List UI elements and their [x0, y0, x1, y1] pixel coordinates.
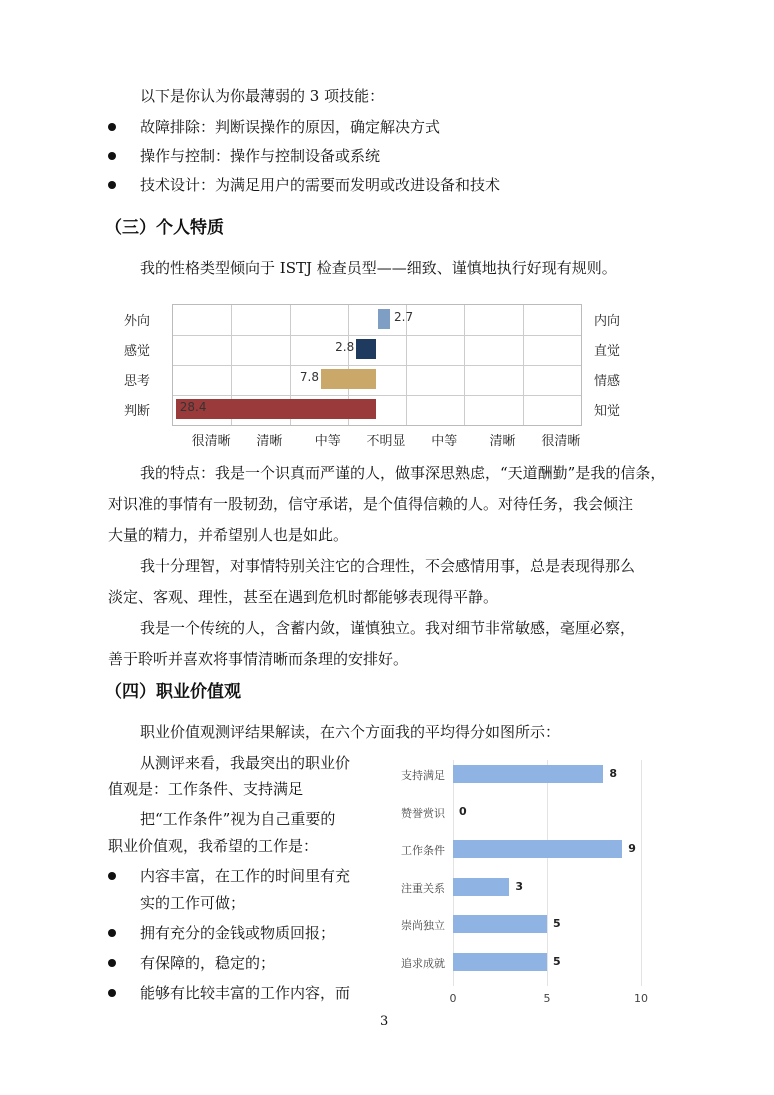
skill-item: 操作与控制：操作与控制设备或系统: [140, 147, 381, 165]
mbti-bar: [378, 309, 390, 329]
bullet-icon: [108, 929, 116, 937]
value-label: 3: [515, 879, 524, 893]
paragraph-line: 淡定、客观、理性，甚至在遇到危机时都能够表现得平静。: [108, 588, 499, 606]
grid-line: [173, 395, 581, 396]
values-text-line: 从测评来看，我最突出的职业价: [140, 754, 351, 772]
paragraph-line: 对识准的事情有一股韧劲，信守承诺，是个值得信赖的人。对待任务，我会倾注: [108, 495, 634, 513]
values-text-line: 值观是：工作条件、支持满足: [108, 780, 304, 798]
mbti-axis-label: 清晰: [489, 434, 516, 449]
mbti-axis-label: 很清晰: [541, 434, 581, 449]
value-label: 5: [553, 917, 561, 930]
mbti-value-label: 2.8: [335, 340, 355, 354]
mbti-bar: [356, 339, 376, 359]
category-label: 工作条件: [401, 844, 445, 857]
values-text-line: 把“工作条件”视为自己重要的: [140, 810, 336, 828]
dimension-left-label: 思考: [124, 374, 151, 389]
dimension-left-label: 感觉: [124, 344, 151, 359]
grid-line: [173, 335, 581, 336]
personality-type: 我的性格类型倾向于 ISTJ 检查员型——细致、谨慎地执行好现有规则。: [140, 259, 617, 277]
value-bar: [453, 840, 622, 858]
x-tick-label: 0: [449, 992, 457, 1005]
value-label: 5: [553, 954, 561, 968]
values-chart: [380, 760, 670, 1010]
paragraph-line: 我十分理智，对事情特别关注它的合理性，不会感情用事，总是表现得那么: [140, 557, 636, 575]
grid-line: [547, 760, 548, 986]
grid-line: [641, 760, 642, 986]
dimension-left-label: 判断: [124, 404, 151, 419]
bullet-text: 内容丰富，在工作的时间里有充: [140, 867, 351, 885]
page-number: 3: [380, 1014, 389, 1029]
category-label: 追求成就: [401, 956, 445, 970]
mbti-axis-label: 中等: [314, 434, 341, 449]
paragraph-line: 我的特点：我是一个识真而严谨的人，做事深思熟虑，“天道酬勤”是我的信条，: [140, 464, 666, 482]
section-heading: （四）职业价值观: [105, 682, 241, 702]
mbti-axis-label: 清晰: [256, 434, 283, 449]
dimension-left-label: 外向: [124, 314, 151, 329]
category-label: 赞誉赏识: [401, 806, 445, 820]
dimension-right-label: 内向: [594, 314, 621, 329]
dimension-right-label: 知觉: [594, 404, 621, 419]
mbti-value-label: 2.7: [394, 310, 414, 324]
values-text-line: 职业价值观，我希望的工作是：: [108, 837, 319, 855]
value-bar: [453, 878, 509, 896]
mbti-axis-label: 中等: [431, 434, 458, 449]
section-heading: （三）个人特质: [105, 218, 224, 238]
skills-intro: 以下是你认为你最薄弱的 3 项技能：: [140, 87, 385, 105]
paragraph-line: 我是一个传统的人，含蓄内敛，谨慎独立。我对细节非常敏感，毫厘必察，: [140, 619, 636, 637]
value-bar: [453, 953, 547, 971]
bullet-icon: [108, 959, 116, 967]
bullet-text: 有保障的，稳定的；: [140, 954, 276, 972]
value-label: 8: [609, 767, 618, 780]
category-label: 支持满足: [401, 769, 445, 782]
bullet-text: 拥有充分的金钱或物质回报；: [140, 924, 336, 942]
mbti-axis-label: 不明显: [366, 434, 406, 449]
mbti-value-label: 7.8: [299, 370, 319, 384]
bullet-icon: [108, 872, 116, 880]
skill-item: 技术设计：为满足用户的需要而发明或改进设备和技术: [140, 176, 501, 194]
x-tick-label: 5: [543, 992, 551, 1005]
grid-line: [173, 365, 581, 366]
paragraph-line: 大量的精力，并希望别人也是如此。: [108, 526, 349, 544]
bullet-icon: [108, 152, 116, 160]
value-bar: [453, 915, 547, 933]
skill-item: 故障排除：判断误操作的原因，确定解决方式: [140, 118, 441, 136]
value-bar: [453, 765, 603, 783]
value-label: 0: [459, 804, 467, 818]
value-label: 9: [628, 842, 636, 855]
category-label: 崇尚独立: [401, 919, 445, 932]
mbti-chart: [120, 296, 620, 456]
mbti-axis-label: 很清晰: [191, 434, 231, 449]
paragraph-line: 善于聆听并喜欢将事情清晰而条理的安排好。: [108, 650, 409, 668]
category-label: 注重关系: [401, 881, 445, 895]
bullet-text: 能够有比较丰富的工作内容，而: [140, 984, 351, 1002]
bullet-text: 实的工作可做；: [140, 894, 246, 912]
dimension-right-label: 情感: [594, 374, 621, 389]
x-tick-label: 10: [634, 992, 648, 1005]
mbti-value-label: 28.4: [179, 400, 207, 414]
mbti-bar: [321, 369, 376, 389]
bullet-icon: [108, 181, 116, 189]
values-intro: 职业价值观测评结果解读，在六个方面我的平均得分如图所示：: [140, 723, 561, 741]
dimension-right-label: 直觉: [594, 344, 621, 359]
bullet-icon: [108, 989, 116, 997]
bullet-icon: [108, 123, 116, 131]
